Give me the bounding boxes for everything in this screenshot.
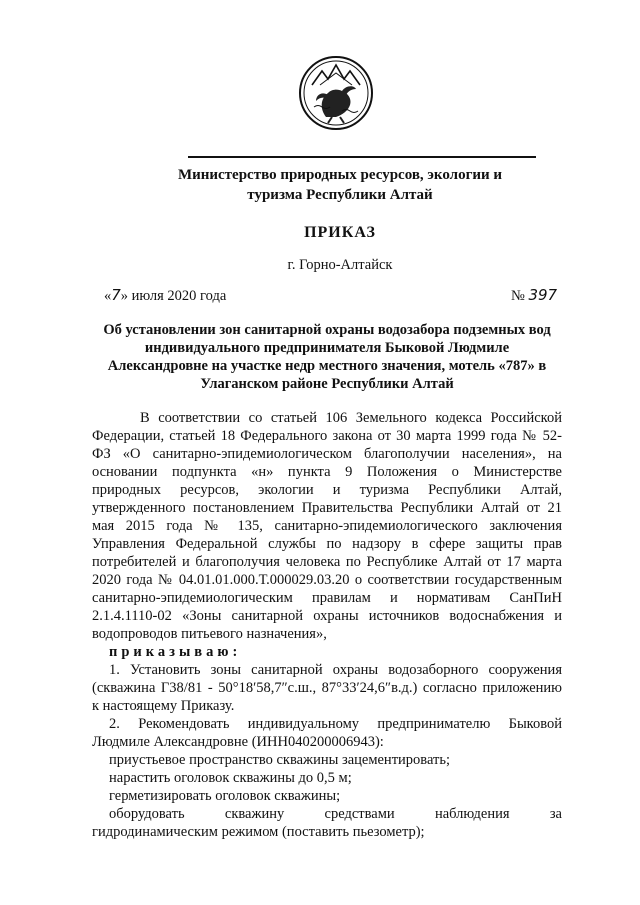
item-2-sub-line: приустьевое пространство скважины зацементировать;: [109, 752, 450, 768]
number-handwritten: 397: [528, 286, 558, 304]
preamble-line: В соответствии со статьей 106 Земельного кодекса Российской: [140, 410, 562, 426]
preamble-line: Управления Федеральной службы по надзору в сфере защиты прав: [92, 536, 562, 552]
preamble-line: санитарно-эпидемиологическим правилам и нормативам СанПиН: [92, 590, 562, 606]
preamble-line: утвержденного постановлением Правительства Республики Алтай от 21: [92, 500, 562, 516]
item-2-line: Людмиле Александровне (ИНН040200006943):: [92, 734, 384, 750]
preamble-line: ФЗ «О санитарно-эпидемиологическом благополучии населения», на: [92, 446, 562, 462]
preamble-line: основании подпункта «н» пункта 9 Положения о Министерстве: [92, 464, 562, 480]
item-2-sub-line: герметизировать оголовок скважины;: [109, 788, 341, 804]
subject-line-1: Об установлении зон санитарной охраны водозабора подземных вод: [103, 322, 551, 338]
preamble-line: потребителей и благополучия человека по Республике Алтай от 17 марта: [92, 554, 562, 570]
header-divider: [188, 156, 536, 158]
item-2-sub-line: нарастить оголовок скважины до 0,5 м;: [109, 770, 352, 786]
item-2-sub-line: гидродинамическим режимом (поставить пьезометр);: [92, 824, 425, 840]
item-1-line: (скважина Г38/81 - 50°18′58,7″с.ш., 87°33′24,6″в.д.) согласно приложению: [92, 680, 562, 696]
subject-line-2: индивидуального предпринимателя Быковой Людмиле: [144, 340, 510, 356]
preamble-line: водопроводов питьевого назначения»,: [92, 626, 327, 642]
item-1-line: 1. Установить зоны санитарной охраны водозаборного сооружения: [109, 662, 562, 678]
preamble-line: Федерации, статьей 18 Федерального закона от 30 марта 1999 года № 52-: [92, 428, 562, 444]
date-day-handwritten: 7: [111, 286, 121, 304]
preamble-line: 2.1.4.1110-02 «Зоны санитарной охраны источников водоснабжения и: [92, 608, 562, 624]
ministry-name-line-1: Министерство природных ресурсов, экологии и: [177, 167, 503, 183]
number-prefix: №: [511, 288, 525, 304]
order-title: ПРИКАЗ: [304, 224, 376, 241]
coat-of-arms-emblem: [298, 55, 374, 131]
preamble-line: природных ресурсов, экологии и туризма Республики Алтай,: [92, 482, 562, 498]
city-name: г. Горно-Алтайск: [287, 257, 393, 273]
date-rest: » июля 2020 года: [120, 288, 227, 304]
preamble-line: мая 2015 года № 135, санитарно-эпидемиологического заключения: [92, 518, 562, 534]
date-open-quote: «: [104, 288, 112, 304]
subject-line-4: Улаганском районе Республики Алтай: [200, 376, 454, 392]
preamble-line: 2020 года № 04.01.01.000.Т.000029.03.20 о соответствии государственным: [92, 572, 562, 588]
subject-line-3: Александровне на участке недр местного значения, мотель «787» в: [107, 358, 547, 374]
order-date: [104, 286, 226, 305]
order-number: [511, 286, 557, 305]
ministry-name-line-2: туризма Республики Алтай: [247, 187, 433, 203]
item-1-line: к настоящему Приказу.: [92, 698, 235, 714]
item-2-line: 2. Рекомендовать индивидуальному предпринимателю Быковой: [109, 716, 562, 732]
item-2-sub-line: оборудовать скважину средствами наблюдения за: [109, 806, 562, 822]
order-word: приказываю:: [109, 644, 242, 660]
